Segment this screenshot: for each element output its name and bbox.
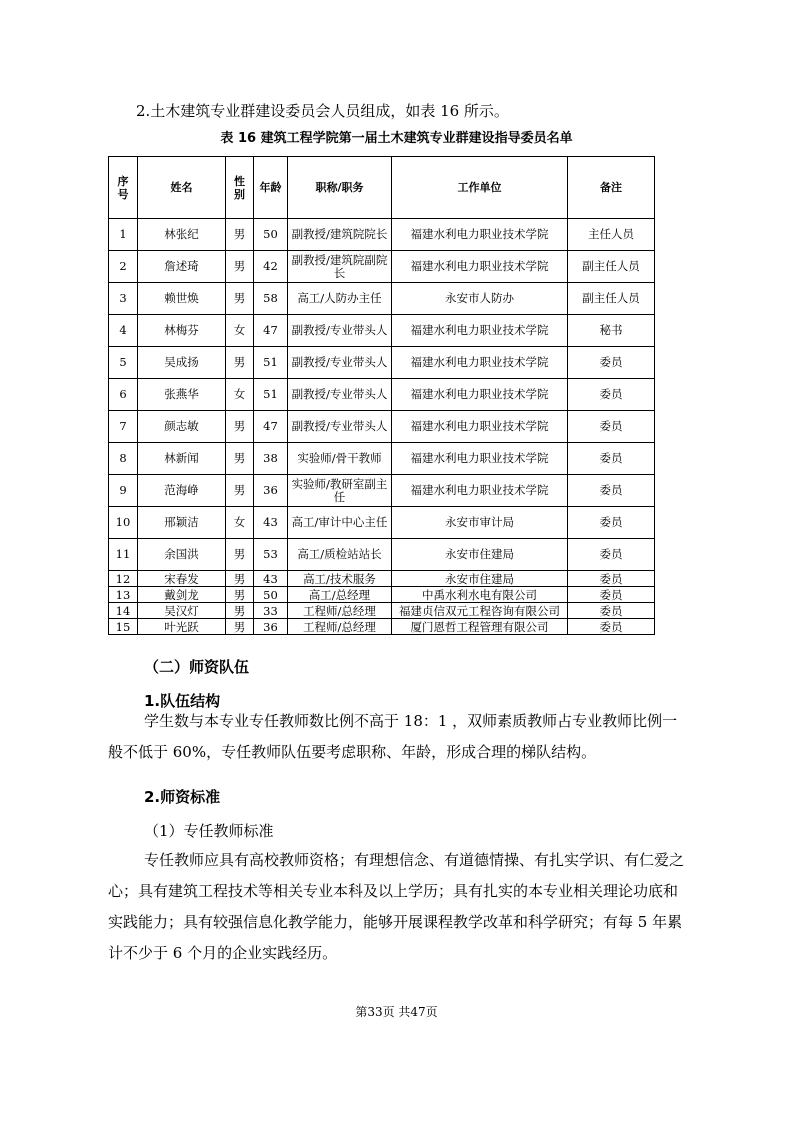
cell-note: 委员	[568, 603, 655, 619]
cell-employer: 厦门恩哲工程管理有限公司	[392, 619, 568, 635]
cell-employer: 福建水利电力职业技术学院	[392, 219, 568, 251]
cell-name: 张燕华	[138, 379, 226, 411]
intro-text: 2.土木建筑专业群建设委员会人员组成，如表 16 所示。	[136, 102, 509, 120]
cell-name: 戴剑龙	[138, 587, 226, 603]
cell-title: 高工/人防办主任	[288, 283, 392, 315]
cell-index: 3	[109, 283, 138, 315]
sub2-heading: 2.师资标准	[144, 788, 221, 806]
cell-index: 7	[109, 411, 138, 443]
header-employer: 工作单位	[392, 157, 568, 219]
cell-age: 50	[254, 587, 288, 603]
cell-employer: 福建水利电力职业技术学院	[392, 251, 568, 283]
cell-gender: 男	[226, 411, 254, 443]
cell-age: 38	[254, 443, 288, 475]
cell-employer: 永安市人防办	[392, 283, 568, 315]
cell-age: 58	[254, 283, 288, 315]
cell-age: 33	[254, 603, 288, 619]
cell-index: 14	[109, 603, 138, 619]
table-caption: 表 16 建筑工程学院第一届土木建筑专业群建设指导委员名单	[220, 131, 573, 146]
table-row	[109, 507, 655, 539]
table-row	[109, 379, 655, 411]
cell-gender: 男	[226, 347, 254, 379]
sub2-item: （1）专任教师标准	[144, 822, 274, 840]
cell-name: 林新闻	[138, 443, 226, 475]
table-row	[109, 475, 655, 507]
header-gender: 性别	[226, 157, 254, 219]
cell-note: 委员	[568, 539, 655, 571]
table-row	[109, 571, 655, 587]
cell-note: 委员	[568, 411, 655, 443]
page-footer: 第33页 共47页	[355, 1005, 438, 1019]
header-age: 年龄	[254, 157, 288, 219]
cell-gender: 男	[226, 443, 254, 475]
cell-gender: 男	[226, 219, 254, 251]
cell-index: 2	[109, 251, 138, 283]
cell-title: 副教授/专业带头人	[288, 347, 392, 379]
section-heading: （二）师资队伍	[144, 658, 250, 676]
cell-note: 委员	[568, 379, 655, 411]
cell-note: 主任人员	[568, 219, 655, 251]
cell-age: 36	[254, 619, 288, 635]
cell-index: 13	[109, 587, 138, 603]
table-row	[109, 603, 655, 619]
cell-employer: 永安市审计局	[392, 507, 568, 539]
table-row	[109, 219, 655, 251]
cell-index: 1	[109, 219, 138, 251]
table-row	[109, 347, 655, 379]
cell-index: 12	[109, 571, 138, 587]
cell-employer: 中禹水利水电有限公司	[392, 587, 568, 603]
cell-index: 8	[109, 443, 138, 475]
cell-index: 15	[109, 619, 138, 635]
cell-name: 颜志敏	[138, 411, 226, 443]
cell-employer: 福建水利电力职业技术学院	[392, 379, 568, 411]
cell-title: 副教授/专业带头人	[288, 315, 392, 347]
header-title: 职称/职务	[288, 157, 392, 219]
cell-note: 委员	[568, 571, 655, 587]
cell-gender: 男	[226, 603, 254, 619]
cell-gender: 男	[226, 539, 254, 571]
cell-note: 委员	[568, 507, 655, 539]
cell-title: 工程师/总经理	[288, 619, 392, 635]
header-index: 序号	[109, 157, 138, 219]
cell-title: 高工/审计中心主任	[288, 507, 392, 539]
cell-title: 高工/质检站站长	[288, 539, 392, 571]
sub1-heading: 1.队伍结构	[144, 692, 221, 710]
cell-index: 9	[109, 475, 138, 507]
cell-age: 36	[254, 475, 288, 507]
sub1-paragraph: 学生数与本专业专任教师数比例不高于 18：1 ，双师素质教师占专业教师比例一般不低于 60%，专任教师队伍要考虑职称、年龄，形成合理的梯队结构。	[108, 712, 678, 761]
cell-name: 林张纪	[138, 219, 226, 251]
table-row	[109, 619, 655, 635]
cell-name: 范海峥	[138, 475, 226, 507]
cell-index: 6	[109, 379, 138, 411]
cell-age: 51	[254, 379, 288, 411]
cell-employer: 福建水利电力职业技术学院	[392, 475, 568, 507]
cell-title: 高工/技术服务	[288, 571, 392, 587]
cell-note: 副主任人员	[568, 251, 655, 283]
cell-employer: 福建水利电力职业技术学院	[392, 411, 568, 443]
table-row	[109, 283, 655, 315]
table-row	[109, 411, 655, 443]
table-row	[109, 587, 655, 603]
cell-title: 实验师/教研室副主任	[288, 475, 392, 507]
cell-name: 詹述琦	[138, 251, 226, 283]
cell-name: 吴汉灯	[138, 603, 226, 619]
cell-index: 5	[109, 347, 138, 379]
cell-employer: 福建水利电力职业技术学院	[392, 315, 568, 347]
cell-gender: 男	[226, 587, 254, 603]
cell-employer: 福建贞信双元工程咨询有限公司	[392, 603, 568, 619]
cell-age: 43	[254, 571, 288, 587]
cell-gender: 女	[226, 507, 254, 539]
sub2-paragraph: 专任教师应具有高校教师资格；有理想信念、有道德情操、有扎实学识、有仁爱之心；具有建筑工程技术等相关专业本科及以上学历；具有扎实的本专业相关理论功底和实践能力；具有较强信息化教学能力，能够开展课程教学改革和科学研究；有每 5 年累计不少于 6 个月的企业实践经历。	[108, 851, 685, 962]
cell-title: 副教授/专业带头人	[288, 379, 392, 411]
cell-note: 副主任人员	[568, 283, 655, 315]
cell-gender: 女	[226, 315, 254, 347]
table-row	[109, 315, 655, 347]
cell-name: 赖世焕	[138, 283, 226, 315]
cell-age: 50	[254, 219, 288, 251]
cell-gender: 男	[226, 571, 254, 587]
table-row	[109, 539, 655, 571]
cell-name: 邢颖洁	[138, 507, 226, 539]
header-note: 备注	[568, 157, 655, 219]
committee-table	[108, 156, 655, 635]
cell-name: 吴成扬	[138, 347, 226, 379]
cell-title: 工程师/总经理	[288, 603, 392, 619]
cell-gender: 男	[226, 283, 254, 315]
cell-note: 委员	[568, 587, 655, 603]
cell-gender: 女	[226, 379, 254, 411]
cell-gender: 男	[226, 619, 254, 635]
cell-age: 51	[254, 347, 288, 379]
cell-gender: 男	[226, 475, 254, 507]
cell-employer: 福建水利电力职业技术学院	[392, 443, 568, 475]
cell-index: 4	[109, 315, 138, 347]
cell-employer: 永安市住建局	[392, 571, 568, 587]
cell-note: 委员	[568, 619, 655, 635]
cell-name: 叶光跃	[138, 619, 226, 635]
cell-note: 委员	[568, 347, 655, 379]
cell-title: 副教授/建筑院副院长	[288, 251, 392, 283]
table-row	[109, 251, 655, 283]
cell-title: 高工/总经理	[288, 587, 392, 603]
cell-employer: 福建水利电力职业技术学院	[392, 347, 568, 379]
cell-age: 42	[254, 251, 288, 283]
table-header-row	[109, 157, 655, 219]
cell-title: 副教授/建筑院院长	[288, 219, 392, 251]
cell-age: 47	[254, 315, 288, 347]
cell-index: 10	[109, 507, 138, 539]
cell-gender: 男	[226, 251, 254, 283]
cell-note: 秘书	[568, 315, 655, 347]
cell-name: 林梅芬	[138, 315, 226, 347]
cell-index: 11	[109, 539, 138, 571]
header-name: 姓名	[138, 157, 226, 219]
cell-age: 47	[254, 411, 288, 443]
cell-note: 委员	[568, 475, 655, 507]
cell-age: 43	[254, 507, 288, 539]
cell-name: 余国洪	[138, 539, 226, 571]
cell-name: 宋春发	[138, 571, 226, 587]
cell-title: 副教授/专业带头人	[288, 411, 392, 443]
cell-note: 委员	[568, 443, 655, 475]
cell-employer: 永安市住建局	[392, 539, 568, 571]
cell-age: 53	[254, 539, 288, 571]
cell-title: 实验师/骨干教师	[288, 443, 392, 475]
table-row	[109, 443, 655, 475]
